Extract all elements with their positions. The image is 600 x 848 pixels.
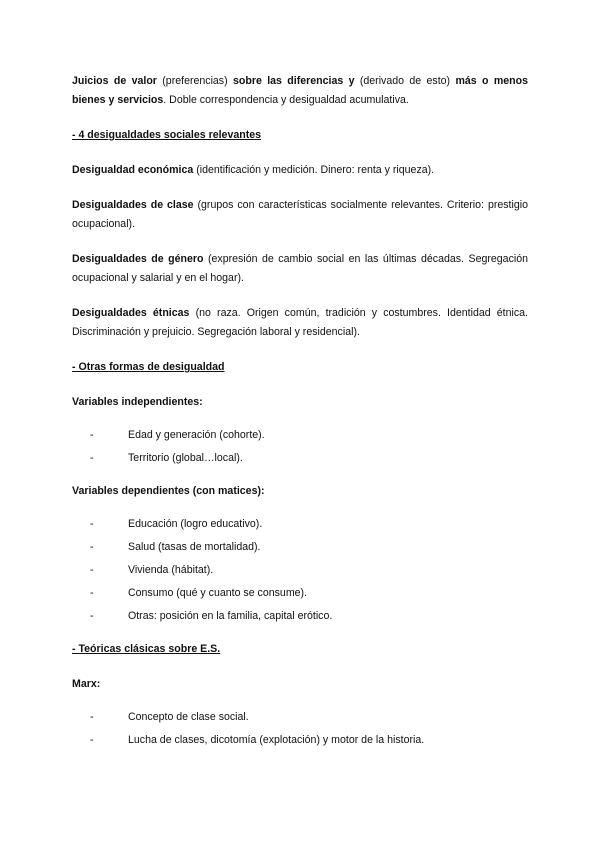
dash-marker: -: [90, 541, 94, 553]
list-marx: [72, 708, 528, 750]
list-item: [90, 731, 528, 750]
text-clase: (grupos con características socialmente relevantes. Criterio: prestigio ocupacional).: [72, 199, 528, 230]
dash-marker: -: [90, 587, 94, 599]
intro-text-3: . Doble correspondencia y desigualdad acumulativa.: [163, 94, 409, 106]
dash-marker: -: [90, 518, 94, 530]
list-item-text: Vivienda (hábitat).: [128, 564, 214, 576]
list-item-text: Lucha de clases, dicotomía (explotación) y motor de la historia.: [128, 734, 425, 746]
term-economica: Desigualdad económica: [72, 164, 194, 176]
list-item-text: Educación (logro educativo).: [128, 518, 263, 530]
list-item: [90, 607, 528, 626]
intro-bold-1: Juicios de valor: [72, 75, 157, 87]
list-item: [90, 515, 528, 534]
term-clase: Desigualdades de clase: [72, 199, 194, 211]
list-item-text: Concepto de clase social.: [128, 711, 249, 723]
section-heading-otras-formas: - Otras formas de desigualdad: [72, 361, 225, 373]
paragraph-economica: [72, 161, 528, 180]
term-etnicas: Desigualdades étnicas: [72, 307, 190, 319]
list-item-text: Edad y generación (cohorte).: [128, 429, 265, 441]
list-item-text: Salud (tasas de mortalidad).: [128, 541, 261, 553]
text-etnicas: (no raza. Origen común, tradición y costumbres. Identidad étnica. Discriminación y prejuicio. Segregación laboral y residencial).: [72, 307, 528, 338]
term-genero: Desigualdades de género: [72, 253, 204, 265]
dash-marker: -: [90, 711, 94, 723]
text-economica: (identificación y medición. Dinero: renta y riqueza).: [193, 164, 435, 176]
dash-marker: -: [90, 564, 94, 576]
dash-marker: -: [90, 429, 94, 441]
list-item: [90, 708, 528, 727]
list-item-text: Otras: posición en la familia, capital erótico.: [128, 610, 333, 622]
label-variables-dependientes: Variables dependientes (con matices):: [72, 485, 265, 497]
label-variables-independientes: Variables independientes:: [72, 396, 203, 408]
dash-marker: -: [90, 610, 94, 622]
list-dependientes: [72, 515, 528, 626]
intro-bold-2: sobre las diferencias y: [233, 75, 355, 87]
intro-text-1: (preferencias): [156, 75, 233, 87]
list-item-text: Territorio (global…local).: [128, 452, 243, 464]
list-item: [90, 426, 528, 445]
intro-bold-3: más o menos bienes y servicios: [72, 75, 528, 106]
section-heading-desigualdades: - 4 desigualdades sociales relevantes: [72, 129, 262, 141]
list-item: [90, 584, 528, 603]
list-item: [90, 449, 528, 468]
dash-marker: -: [90, 734, 94, 746]
list-item: [90, 561, 528, 580]
text-genero: (expresión de cambio social en las últimas décadas. Segregación ocupacional y salarial y en el hogar).: [72, 253, 528, 284]
intro-paragraph: [72, 72, 528, 110]
paragraph-etnicas: [72, 304, 528, 342]
list-item-text: Consumo (qué y cuanto se consume).: [128, 587, 308, 599]
intro-text-2: (derivado de esto): [354, 75, 456, 87]
list-independientes: [72, 426, 528, 468]
section-heading-teoricas: - Teóricas clásicas sobre E.S.: [72, 643, 221, 655]
label-marx: Marx:: [72, 678, 101, 690]
dash-marker: -: [90, 452, 94, 464]
list-item: [90, 538, 528, 557]
paragraph-genero: [72, 250, 528, 288]
paragraph-clase: [72, 196, 528, 234]
